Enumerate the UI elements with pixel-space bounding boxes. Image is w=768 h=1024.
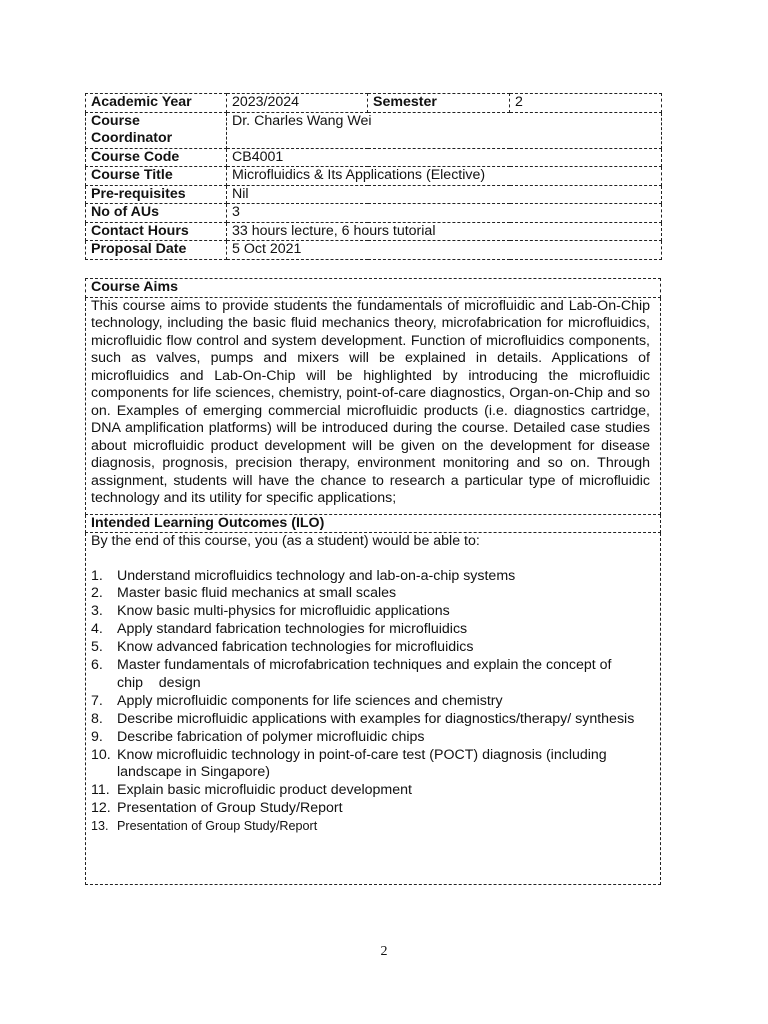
ilo-item-number: 2. [91, 585, 103, 602]
coordinator-row [86, 112, 662, 148]
aus-row [86, 204, 662, 223]
ilo-item-number: 4. [91, 621, 103, 638]
prerequisites-value: Nil [227, 185, 662, 204]
coordinator-value: Dr. Charles Wang Wei [227, 112, 662, 148]
aus-value: 3 [227, 204, 662, 223]
ilo-item-number: 13. [91, 819, 109, 834]
ilo-item-text: Know microfluidic technology in point-of-care test (POCT) diagnosis (including landscape in Singapore) [117, 746, 607, 781]
ilo-item [91, 603, 650, 621]
ilo-item-text: Describe microfluidic applications with examples for diagnostics/therapy/ synthesis [117, 710, 635, 727]
course-aims-heading: Course Aims [86, 279, 661, 298]
ilo-item [91, 693, 650, 711]
ilo-item [91, 568, 650, 586]
ilo-intro: By the end of this course, you (as a student) would be able to: [91, 533, 480, 549]
ilo-item-text: Know basic multi-physics for microfluidic applications [117, 603, 450, 620]
academic-year-label: Academic Year [86, 94, 227, 113]
contact-hours-value: 33 hours lecture, 6 hours tutorial [227, 222, 662, 241]
ilo-list [91, 568, 650, 837]
course-code-row [86, 148, 662, 167]
ilo-item [91, 711, 650, 729]
course-title-value: Microfluidics & Its Applications (Elective) [227, 167, 662, 186]
ilo-item-text: Understand microfluidics technology and lab-on-a-chip systems [117, 567, 516, 584]
academic-year-row [86, 94, 662, 113]
course-code-label: Course Code [86, 148, 227, 167]
ilo-item-number: 6. [91, 657, 103, 674]
ilo-item [91, 729, 650, 747]
ilo-item [91, 782, 650, 800]
proposal-date-label: Proposal Date [86, 241, 227, 260]
course-title-row [86, 167, 662, 186]
ilo-item-number: 7. [91, 692, 103, 709]
ilo-item-text: Presentation of Group Study/Report [117, 819, 318, 834]
proposal-date-row [86, 241, 662, 260]
ilo-item [91, 818, 650, 836]
course-info-table [85, 93, 662, 260]
coordinator-label-line-1: Course [91, 112, 140, 129]
contact-hours-row [86, 222, 662, 241]
ilo-item-text: Describe fabrication of polymer microfluidic chips [117, 728, 425, 745]
ilo-item-text: Master fundamentals of microfabrication techniques and explain the concept of chip design [117, 657, 612, 691]
ilo-item [91, 657, 650, 693]
ilo-item-number: 8. [91, 710, 103, 727]
course-code-value: CB4001 [227, 148, 662, 167]
ilo-item-text: Master basic fluid mechanics at small scales [117, 585, 397, 602]
ilo-item-number: 3. [91, 603, 103, 620]
ilo-item-text: Explain basic microfluidic product development [117, 782, 412, 799]
proposal-date-value: 5 Oct 2021 [227, 241, 662, 260]
course-title-label: Course Title [86, 167, 227, 186]
ilo-item-text: Presentation of Group Study/Report [117, 800, 343, 817]
ilo-item-text: Apply microfluidic components for life sciences and chemistry [117, 692, 503, 709]
ilo-item-number: 11. [91, 782, 110, 799]
ilo-item [91, 639, 650, 657]
ilo-heading: Intended Learning Outcomes (ILO) [86, 514, 661, 533]
coordinator-label-line-2: Coordinator [91, 130, 173, 146]
ilo-item-number: 5. [91, 639, 103, 656]
ilo-item [91, 621, 650, 639]
ilo-body [86, 533, 661, 885]
ilo-item-number: 9. [91, 728, 103, 745]
coordinator-label [86, 112, 227, 148]
semester-value: 2 [510, 94, 662, 113]
aus-label: No of AUs [86, 204, 227, 223]
course-aims-table [85, 278, 661, 885]
academic-year-value: 2023/2024 [227, 94, 368, 113]
ilo-item-text: Apply standard fabrication technologies for microfluidics [117, 621, 468, 638]
semester-label: Semester [368, 94, 510, 113]
ilo-item-number: 12. [91, 800, 111, 817]
course-aims-text: This course aims to provide students the fundamentals of microfluidic and Lab-On-Chip technology, including the basic fluid mechanics theory, microfabrication for microfluidics, microfluidic flow control and system development. Function of microfluidics components, such as valves, pumps and mixers will be explained in details. Applications of microfluidics and Lab-On-Chip will be highlighted by introducing the microfluidic components for life sciences, chemistry, point-of-care diagnostics, Organ-on-Chip and so on. Examples of emerging commercial microfluidic products (i.e. diagnostics cartridge, DNA amplification platforms) will be introduced during the course. Detailed case studies about microfluidic product development will be given on the development for disease diagnosis, prognosis, precision therapy, environment monitoring and so on. Through assignment, students will have the chance to research a particular type of microfluidic technology and its utility for specific applications; [86, 297, 661, 514]
ilo-item-text: Know advanced fabrication technologies for microfluidics [117, 639, 474, 656]
ilo-item [91, 800, 650, 818]
prerequisites-label: Pre-requisites [86, 185, 227, 204]
contact-hours-label: Contact Hours [86, 222, 227, 241]
page-number: 2 [380, 944, 388, 959]
ilo-item-number: 10. [91, 746, 111, 763]
ilo-item [91, 585, 650, 603]
ilo-item [91, 747, 650, 783]
prerequisites-row [86, 185, 662, 204]
ilo-item-number: 1. [91, 567, 103, 584]
